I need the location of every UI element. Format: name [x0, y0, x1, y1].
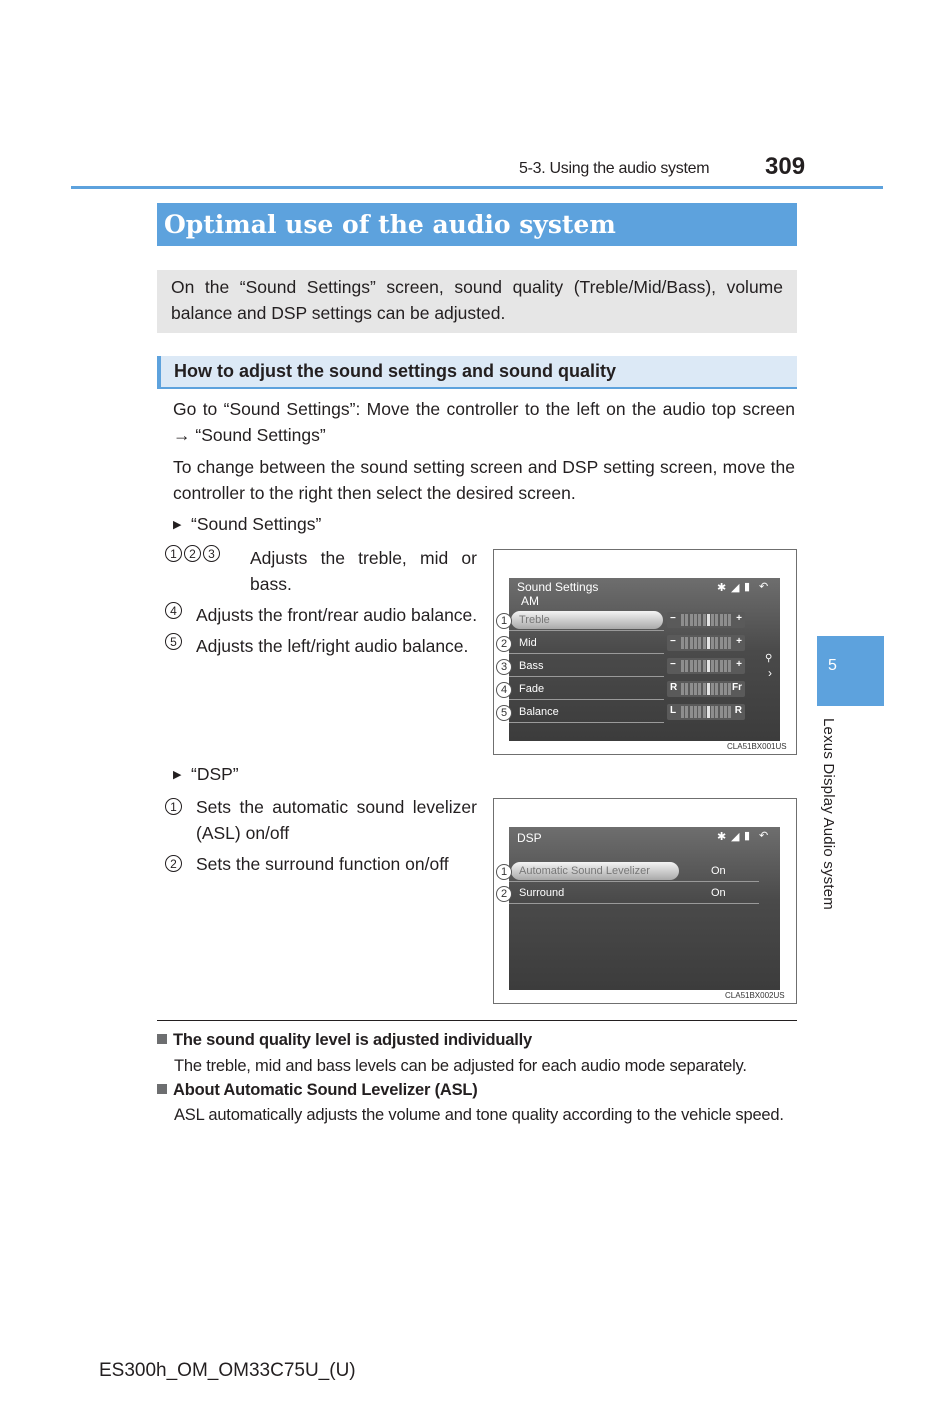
slider-segment: [715, 683, 718, 695]
square-bullet-icon: [157, 1084, 167, 1094]
note-heading-1: [157, 1031, 532, 1050]
row-label: Balance: [519, 706, 559, 718]
slider-segment: [698, 683, 701, 695]
dsp-row-surround[interactable]: [509, 884, 759, 904]
slider-segment: [724, 706, 727, 718]
slider-segment: [711, 706, 714, 718]
dsp-display: [509, 827, 780, 990]
sound-row-treble[interactable]: [509, 611, 745, 631]
row-divider: [509, 699, 664, 700]
slider-segment: [694, 660, 697, 672]
triangle-bullet-icon: ▶: [173, 769, 182, 781]
callout-1: 1: [496, 613, 512, 629]
section-title: Optimal use of the audio system: [164, 210, 616, 239]
square-bullet-icon: [157, 1034, 167, 1044]
instruction-paragraph-2: To change between the sound setting screen and DSP setting screen, move the controller to the right then select the desired screen.: [173, 457, 795, 503]
level-slider[interactable]: [667, 635, 745, 651]
slider-segment: [711, 683, 714, 695]
slider-segment: [681, 614, 684, 626]
slider-segment: [690, 683, 693, 695]
slider-segment: [711, 660, 714, 672]
slider-segment: [728, 660, 731, 672]
slider-segment: [694, 614, 697, 626]
battery-icon: ▮: [744, 581, 751, 593]
summary-box: On the “Sound Settings” screen, sound quality (Treble/Mid/Bass), volume balance and DSP settings can be adjusted.: [157, 270, 797, 333]
dsp-heading: [173, 761, 239, 788]
note-body-2: ASL automatically adjusts the volume and tone quality according to the vehicle speed.: [174, 1106, 784, 1124]
slider-segment: [715, 706, 718, 718]
callout-number: 4: [165, 602, 182, 619]
sound-row-fade[interactable]: [509, 680, 745, 700]
sound-settings-display: [509, 578, 780, 741]
row-divider: [509, 676, 664, 677]
row-value: On: [711, 865, 726, 877]
slider-segment: [720, 683, 723, 695]
level-slider[interactable]: [667, 658, 745, 674]
row-divider: [509, 630, 664, 631]
bluetooth-icon: ✱: [717, 831, 727, 843]
row-label: Fade: [519, 683, 545, 695]
item-text: Sets the automatic sound levelizer (ASL) on/off: [196, 797, 477, 843]
slider-segment: [698, 706, 701, 718]
section-title-bar: [157, 203, 797, 246]
slider-segment: [681, 660, 684, 672]
row-divider: [509, 722, 664, 723]
sound-settings-screenshot: [493, 549, 797, 755]
slider-segment: [711, 614, 714, 626]
slider-segment: [681, 683, 684, 695]
item-text: Adjusts the front/rear audio balance.: [196, 605, 478, 625]
instruction-paragraph-1: Go to “Sound Settings”: Move the controller to the left on the audio top screen → “Sound Settings”: [173, 399, 795, 445]
figure-code: CLA51BX002US: [725, 991, 785, 1000]
screen-title: DSP: [517, 831, 542, 845]
slider-left-symbol: −: [670, 659, 676, 670]
slider-segment: [685, 660, 688, 672]
slider-segment: [698, 637, 701, 649]
slider-left-symbol: L: [670, 705, 677, 716]
callout-number: 3: [203, 545, 220, 562]
slider-segment: [720, 706, 723, 718]
slider-segment: [728, 706, 731, 718]
callout-1: 1: [496, 864, 512, 880]
row-label: Automatic Sound Levelizer: [519, 865, 650, 877]
slider-segment: [698, 614, 701, 626]
callout-number: 2: [165, 855, 182, 872]
item-text: Adjusts the left/right audio balance.: [196, 636, 469, 656]
chevron-right-icon: ›: [768, 666, 772, 680]
slider-segment: [724, 614, 727, 626]
row-divider: [509, 903, 759, 904]
level-slider[interactable]: [667, 681, 745, 697]
slider-segment: [694, 637, 697, 649]
header-rule: [71, 186, 883, 189]
figure-code: CLA51BX001US: [727, 742, 787, 751]
chapter-title: Lexus Display Audio system: [820, 718, 837, 910]
callout-4: 4: [496, 682, 512, 698]
slider-segment: [685, 706, 688, 718]
callout-number: 1: [165, 545, 182, 562]
row-label: Bass: [519, 660, 544, 672]
slider-segment: [703, 660, 706, 672]
slider-segment: [707, 683, 710, 695]
slider-segment: [681, 706, 684, 718]
sound-settings-label: “Sound Settings”: [191, 514, 322, 534]
slider-segment: [694, 706, 697, 718]
callout-2: 2: [496, 636, 512, 652]
slider-segment: [690, 637, 693, 649]
notes-rule: [157, 1020, 797, 1021]
sound-row-mid[interactable]: [509, 634, 745, 654]
subsection-title: How to adjust the sound settings and sound quality: [174, 361, 617, 381]
dsp-screenshot: [493, 798, 797, 1004]
signal-icon: ◢: [731, 831, 740, 843]
row-label: Surround: [519, 887, 565, 899]
slider-segment: [707, 637, 710, 649]
slider-segment: [715, 637, 718, 649]
slider-segment: [703, 637, 706, 649]
slider-segment: [707, 706, 710, 718]
slider-segment: [690, 706, 693, 718]
triangle-bullet-icon: ▶: [173, 519, 182, 531]
callout-2: 2: [496, 886, 512, 902]
slider-segment: [724, 637, 727, 649]
slider-segment: [681, 637, 684, 649]
slider-segment: [724, 660, 727, 672]
sound-settings-item-4: [165, 602, 480, 625]
screen-title: Sound Settings: [517, 580, 599, 594]
slider-segment: [685, 637, 688, 649]
note-heading-2: [157, 1081, 478, 1100]
sound-row-bass[interactable]: [509, 657, 745, 677]
slider-segment: [703, 614, 706, 626]
sound-row-balance[interactable]: [509, 703, 745, 723]
slider-segment: [715, 614, 718, 626]
row-divider: [509, 653, 664, 654]
back-icon: ↶: [759, 830, 769, 842]
row-label: Treble: [519, 614, 550, 626]
slider-segment: [703, 706, 706, 718]
back-icon: ↶: [759, 581, 769, 593]
chapter-tab: [817, 636, 884, 706]
chapter-number: 5: [828, 657, 837, 674]
slider-segment: [720, 660, 723, 672]
slider-left-symbol: R: [670, 682, 678, 693]
slider-segment: [703, 683, 706, 695]
footer-code: ES300h_OM_OM33C75U_(U): [99, 1360, 356, 1381]
slider-segment: [707, 660, 710, 672]
slider-segment: [690, 660, 693, 672]
slider-segment: [711, 637, 714, 649]
note-heading-text: About Automatic Sound Levelizer (ASL): [173, 1081, 478, 1099]
slider-right-symbol: R: [734, 705, 742, 716]
slider-right-symbol: +: [736, 613, 742, 624]
callout-number: 2: [184, 545, 201, 562]
slider-segment: [698, 660, 701, 672]
slider-right-symbol: +: [736, 636, 742, 647]
row-label: Mid: [519, 637, 537, 649]
callout-3: 3: [496, 659, 512, 675]
row-divider: [509, 881, 759, 882]
signal-icon: ◢: [731, 582, 740, 594]
slider-segment: [685, 683, 688, 695]
row-value: On: [711, 887, 726, 899]
callout-number: 5: [165, 633, 182, 650]
item-text: Adjusts the treble, mid or bass.: [250, 548, 477, 594]
running-header-section: 5-3. Using the audio system: [519, 160, 710, 177]
callout-number: 1: [165, 798, 182, 815]
slider-segment: [685, 614, 688, 626]
sound-settings-item-5: [165, 633, 480, 656]
screen-subtitle: AM: [521, 594, 539, 608]
slider-segment: [728, 637, 731, 649]
sound-settings-heading: [173, 511, 321, 538]
page-number: 309: [765, 153, 806, 180]
slider-segment: [694, 683, 697, 695]
bluetooth-icon: ✱: [717, 582, 727, 594]
slider-segment: [690, 614, 693, 626]
zoom-icon: ⚲: [765, 653, 773, 664]
slider-segment: [720, 637, 723, 649]
slider-segment: [715, 660, 718, 672]
note-body-1: The treble, mid and bass levels can be adjusted for each audio mode separately.: [174, 1057, 747, 1075]
dsp-label: “DSP”: [191, 764, 239, 784]
slider-left-symbol: −: [670, 636, 676, 647]
battery-icon: ▮: [744, 830, 751, 842]
slider-right-symbol: +: [736, 659, 742, 670]
level-slider[interactable]: [667, 704, 745, 720]
item-text: Sets the surround function on/off: [196, 854, 449, 874]
subsection-rule: [157, 387, 797, 389]
slider-segment: [720, 614, 723, 626]
subsection-bar: [157, 356, 797, 389]
slider-segment: [724, 683, 727, 695]
slider-right-symbol: Fr: [732, 682, 742, 693]
note-heading-text: The sound quality level is adjusted individually: [173, 1031, 532, 1049]
dsp-row-asl[interactable]: [509, 862, 759, 882]
slider-segment: [728, 683, 731, 695]
slider-segment: [728, 614, 731, 626]
level-slider[interactable]: [667, 612, 745, 628]
callout-5: 5: [496, 705, 512, 721]
slider-segment: [707, 614, 710, 626]
slider-left-symbol: −: [670, 613, 676, 624]
